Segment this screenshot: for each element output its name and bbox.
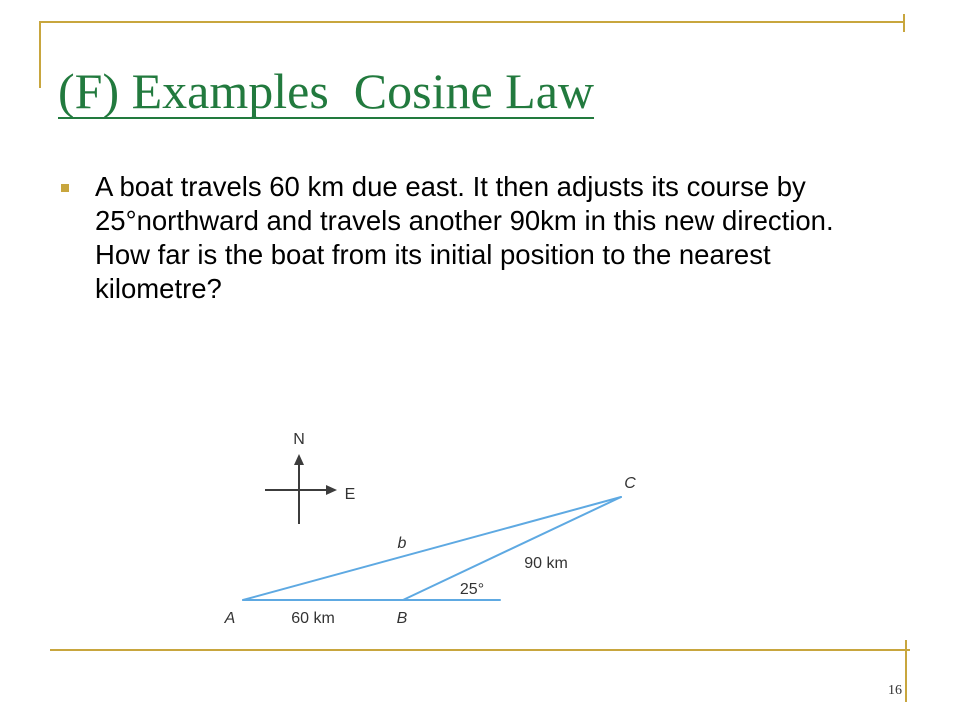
cosine-law-triangle-diagram <box>215 420 665 635</box>
side-ac-label: b <box>397 535 407 552</box>
compass-north-arrowhead <box>294 454 304 465</box>
top-right-tick-line <box>903 14 905 32</box>
bullet-list <box>95 170 865 306</box>
angle-b-label: 25° <box>459 581 485 598</box>
bullet-text: A boat travels 60 km due east. It then adjusts its course by 25°northward and travels another 90km in this new direction. How far is the boat from its initial position to the nearest kilometre? <box>95 171 834 304</box>
vertex-b-label: B <box>396 610 408 627</box>
bullet-marker <box>61 184 69 192</box>
page-number: 16 <box>888 683 902 698</box>
compass-east-label: E <box>344 486 356 503</box>
vertex-c-label: C <box>624 475 636 492</box>
slide-title: (F) Examples Cosine Law <box>58 63 595 119</box>
list-item <box>95 170 865 306</box>
top-border-line <box>39 21 905 23</box>
compass-north-label: N <box>293 431 305 448</box>
left-border-line <box>39 21 41 88</box>
compass-east-arrowhead <box>326 485 337 495</box>
bottom-right-border-line <box>905 640 907 702</box>
vertex-a-label: A <box>224 610 236 627</box>
compass <box>265 431 355 524</box>
side-ab-label: 60 km <box>291 610 335 627</box>
triangle <box>224 475 637 627</box>
side-bc-label: 90 km <box>524 555 568 572</box>
bottom-border-line <box>50 649 910 651</box>
